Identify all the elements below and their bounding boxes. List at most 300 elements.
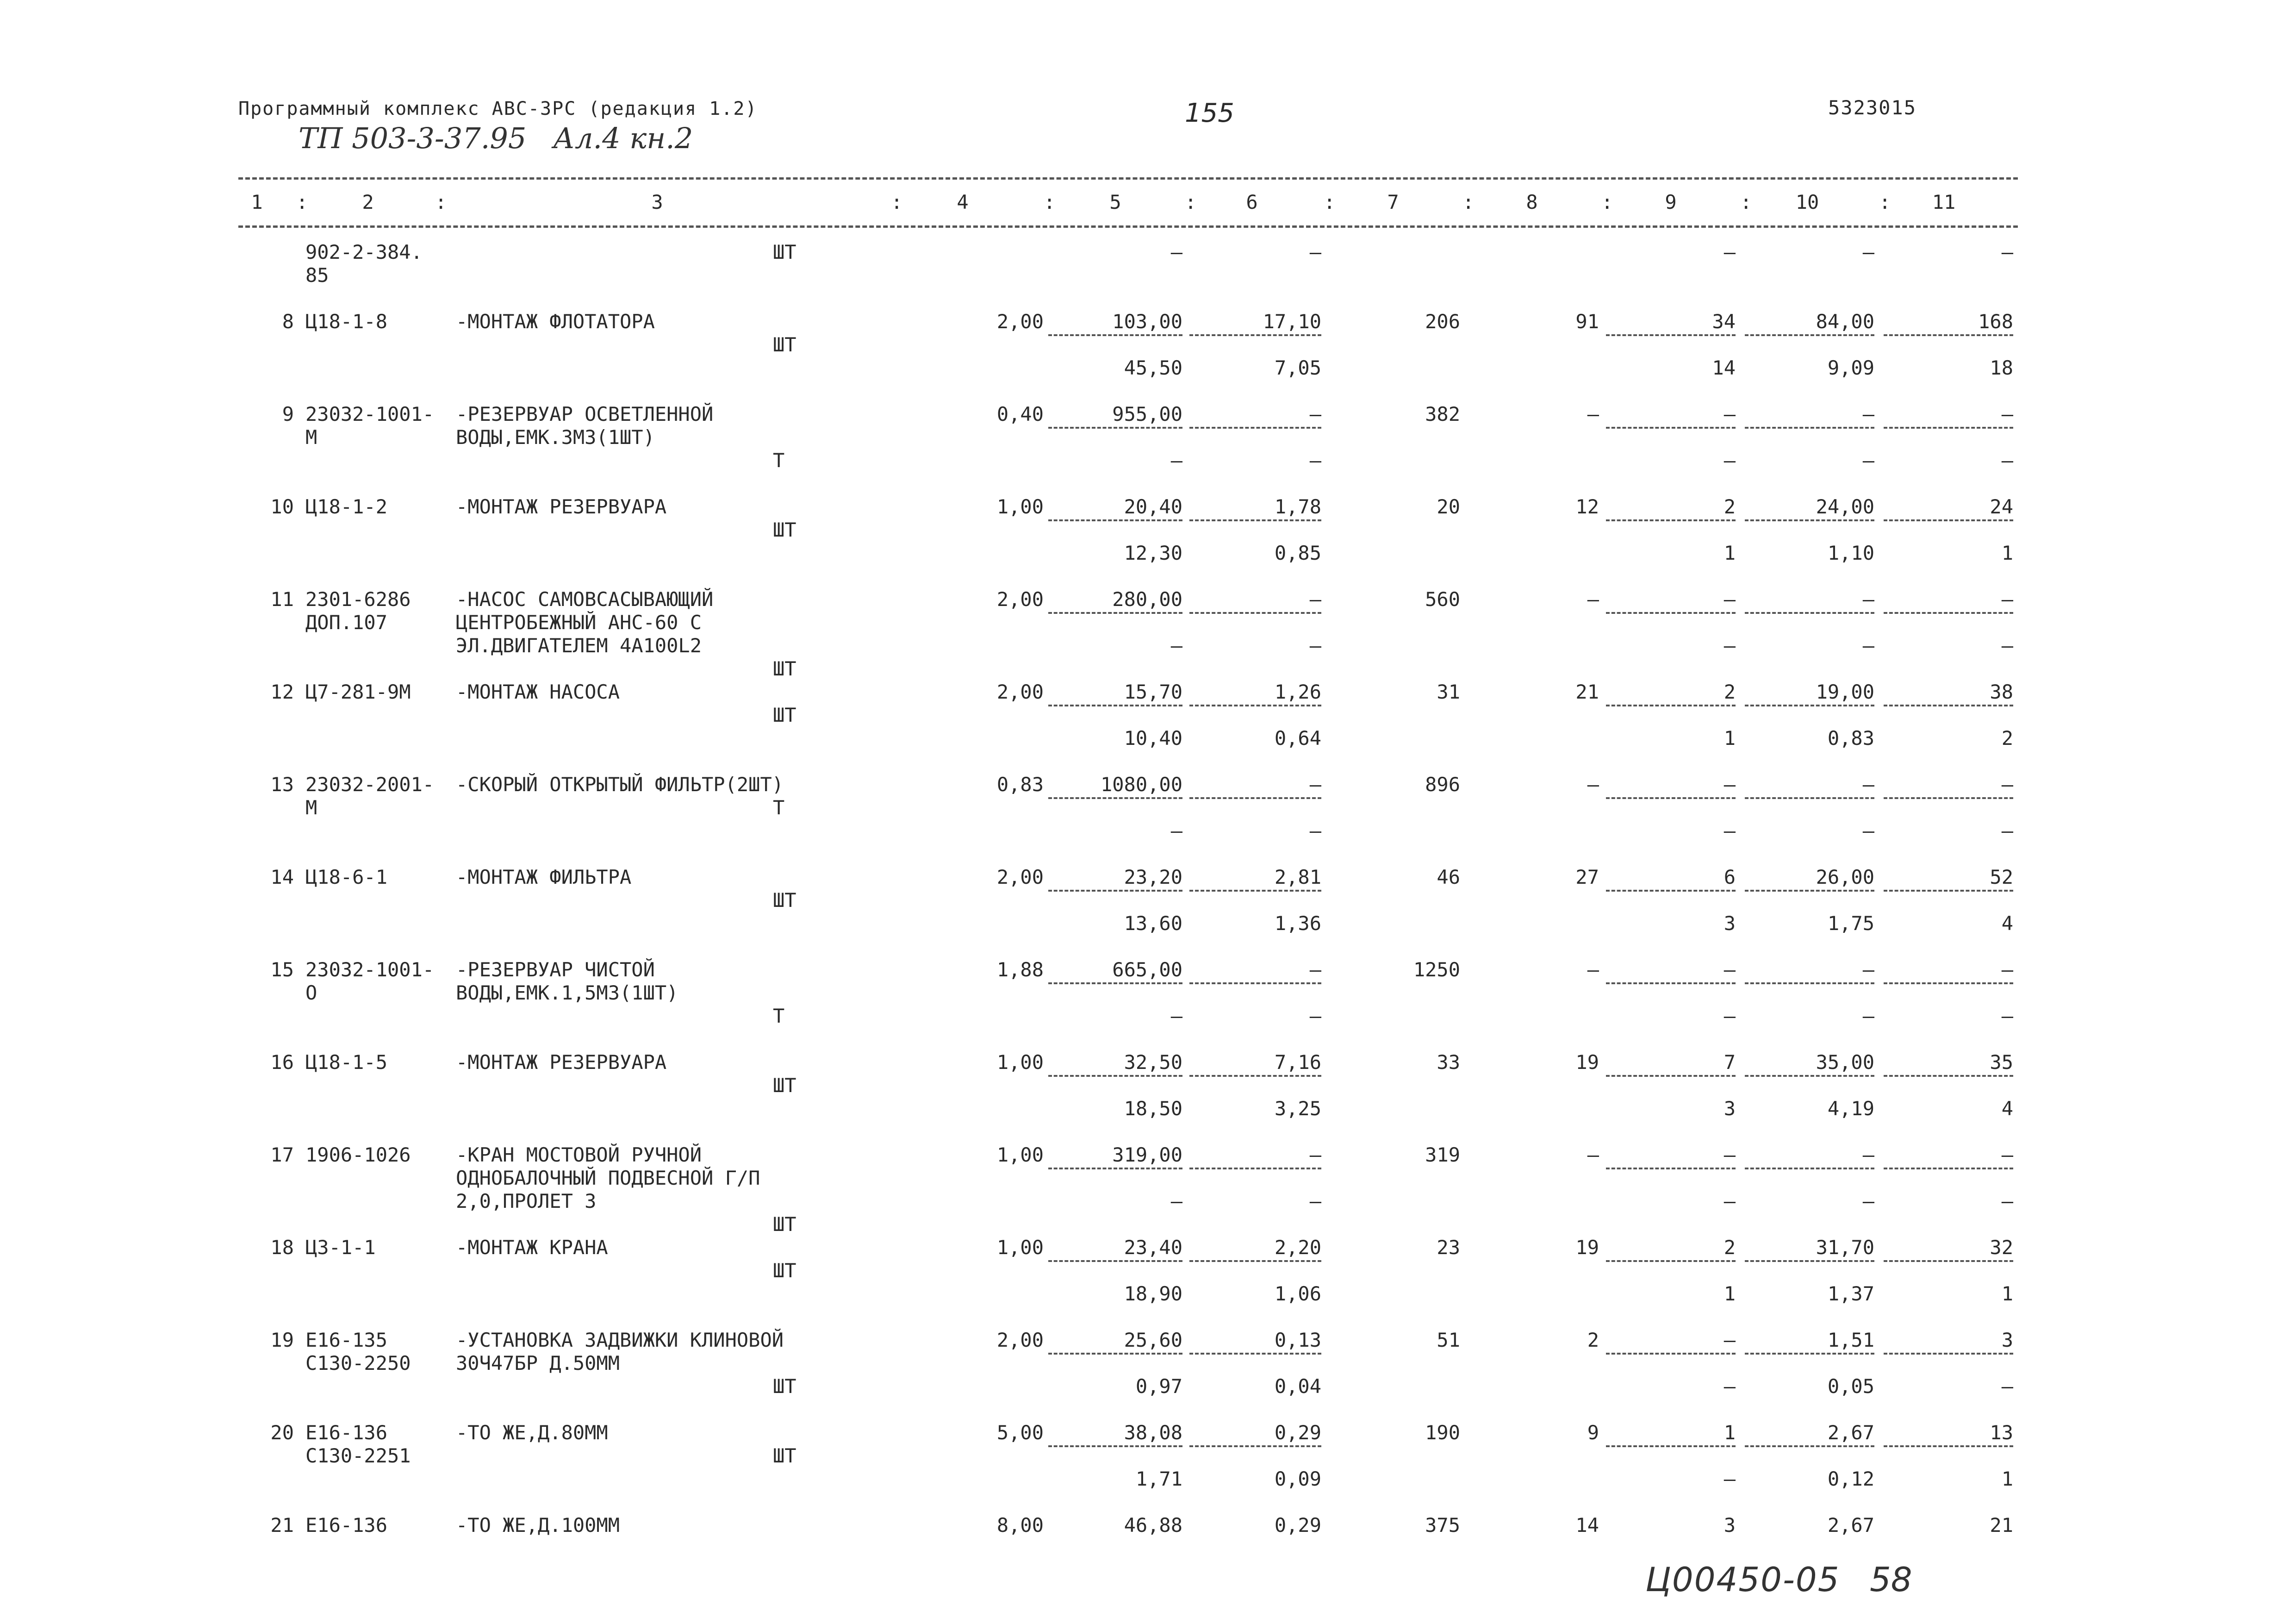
value-c10: 35,00 (1816, 1051, 1874, 1074)
labor-value-l10: – (1862, 1190, 1874, 1212)
fraction-line (1884, 982, 2013, 984)
value-c5: 280,00 (1112, 588, 1182, 611)
labor-value-l6: 0,64 (1274, 727, 1321, 750)
value-c9: – (1724, 403, 1736, 425)
item-description: ЦЕНТРОБЕЖНЫЙ АНС-60 С (456, 611, 702, 634)
value-c10: – (1862, 403, 1874, 425)
unit-of-measure: ШТ (773, 333, 796, 356)
labor-value-l10: – (1862, 819, 1874, 842)
value-c5: 23,40 (1124, 1236, 1182, 1259)
labor-value-l5: 10,40 (1124, 727, 1182, 750)
value-c9: 3 (1724, 1514, 1736, 1537)
value-c11: – (2001, 1143, 2013, 1166)
labor-value-l6: 0,85 (1274, 542, 1321, 564)
labor-value-l11: – (2001, 634, 2013, 657)
value-c6: 0,29 (1274, 1421, 1321, 1444)
labor-value-l9: – (1724, 819, 1736, 842)
value-c8: – (1587, 1143, 1599, 1166)
labor-value-l5: 1,71 (1135, 1468, 1182, 1490)
column-separator: : (1324, 191, 1336, 213)
labor-value-l11: 1 (2001, 1468, 2013, 1490)
unit-of-measure: ШТ (773, 889, 796, 912)
value-qty: 0,83 (996, 773, 1044, 796)
value-qty: 1,00 (996, 1051, 1044, 1074)
price-code: Ц18-1-2 (305, 495, 388, 518)
fraction-line (1606, 427, 1736, 429)
value-c7: 46 (1437, 866, 1460, 888)
item-description: 30Ч47БР Д.50ММ (456, 1352, 620, 1374)
labor-value-l5: – (1170, 1190, 1182, 1212)
labor-value-l11: 4 (2001, 1097, 2013, 1120)
value-c6: 1,26 (1274, 681, 1321, 703)
price-code: Ц7-281-9М (305, 681, 411, 703)
value-c6: 2,81 (1274, 866, 1321, 888)
unit-of-measure: ШТ (773, 704, 796, 726)
value-c6: – (1309, 1143, 1321, 1166)
item-description: -СКОРЫЙ ОТКРЫТЫЙ ФИЛЬТР(2ШТ) (456, 773, 784, 796)
value-qty: 2,00 (996, 866, 1044, 888)
value-c10: 2,67 (1827, 1514, 1874, 1537)
labor-value-l10: – (1862, 1005, 1874, 1027)
labor-value-l10: – (1862, 449, 1874, 472)
program-title: Программный комплекс АВС-3РС (редакция 1.2) (238, 98, 758, 119)
labor-value-l9: 1 (1724, 542, 1736, 564)
labor-value-l10: 1,75 (1827, 912, 1874, 935)
column-header-4: 4 (957, 191, 969, 213)
fraction-line (1884, 612, 2013, 614)
labor-value-l9: – (1724, 1375, 1736, 1398)
labor-value-l9: 14 (1712, 356, 1736, 379)
item-description: -МОНТАЖ РЕЗЕРВУАРА (456, 495, 667, 518)
fraction-line (1189, 1260, 1321, 1262)
labor-value-l9: – (1724, 634, 1736, 657)
fraction-line (1884, 1168, 2013, 1169)
value-c5: 103,00 (1112, 310, 1182, 333)
unit-of-measure: Т (773, 1005, 785, 1027)
fraction-line (1745, 1260, 1874, 1262)
value-c7: 31 (1437, 681, 1460, 703)
column-separator: : (891, 191, 903, 213)
fraction-line (1048, 1353, 1182, 1355)
page-number: 155 (1185, 98, 1234, 128)
fraction-line (1189, 427, 1321, 429)
fraction-line (1189, 705, 1321, 706)
labor-value-l5: 18,50 (1124, 1097, 1182, 1120)
value-c5: 23,20 (1124, 866, 1182, 888)
value-c10: 19,00 (1816, 681, 1874, 703)
price-code: М (305, 796, 317, 819)
value-c10: 1,51 (1827, 1329, 1874, 1351)
fraction-line (1745, 705, 1874, 706)
price-code: Е16-136 (305, 1421, 388, 1444)
value-qty: 1,00 (996, 1143, 1044, 1166)
value-c7: 382 (1425, 403, 1460, 425)
value-qty: 8,00 (996, 1514, 1044, 1537)
handwritten-project-ref: ТП 503-3-37.95 (299, 121, 527, 155)
fraction-line (1048, 1075, 1182, 1077)
fraction-line (1606, 890, 1736, 892)
value-c9: – (1724, 241, 1736, 263)
value-c7: 51 (1437, 1329, 1460, 1351)
value-c6: – (1309, 958, 1321, 981)
value-c5: 15,70 (1124, 681, 1182, 703)
fraction-line (1884, 1353, 2013, 1355)
value-c9: 7 (1724, 1051, 1736, 1074)
fraction-line (1606, 519, 1736, 521)
labor-value-l5: – (1170, 634, 1182, 657)
column-separator: : (1879, 191, 1891, 213)
labor-value-l6: 0,04 (1274, 1375, 1321, 1398)
header-rule-top (238, 177, 2018, 180)
labor-value-l10: 4,19 (1827, 1097, 1874, 1120)
fraction-line (1189, 1353, 1321, 1355)
fraction-line (1048, 890, 1182, 892)
value-c8: 14 (1575, 1514, 1599, 1537)
labor-value-l9: – (1724, 1468, 1736, 1490)
fraction-line (1048, 427, 1182, 429)
value-c6: – (1309, 773, 1321, 796)
column-header-8: 8 (1526, 191, 1538, 213)
price-code: 23032-2001- (305, 773, 435, 796)
column-header-10: 10 (1795, 191, 1819, 213)
unit-of-measure: ШТ (773, 518, 796, 541)
fraction-line (1048, 1445, 1182, 1447)
row-number: 21 (270, 1514, 294, 1537)
unit-of-measure: ШТ (773, 241, 796, 263)
fraction-line (1048, 1260, 1182, 1262)
fraction-line (1048, 705, 1182, 706)
price-code: Ц18-1-8 (305, 310, 388, 333)
value-c7: 375 (1425, 1514, 1460, 1537)
column-separator: : (1462, 191, 1475, 213)
fraction-line (1189, 982, 1321, 984)
value-c11: 168 (1978, 310, 2013, 333)
price-code: Ц18-6-1 (305, 866, 388, 888)
value-c7: 319 (1425, 1143, 1460, 1166)
value-c7: 1250 (1413, 958, 1460, 981)
labor-value-l9: 1 (1724, 1282, 1736, 1305)
value-qty: 2,00 (996, 310, 1044, 333)
value-c10: 84,00 (1816, 310, 1874, 333)
fraction-line (1884, 519, 2013, 521)
value-c10: – (1862, 1143, 1874, 1166)
price-code: 902-2-384. (305, 241, 423, 263)
value-c9: – (1724, 588, 1736, 611)
labor-value-l5: 0,97 (1135, 1375, 1182, 1398)
value-c9: 2 (1724, 681, 1736, 703)
labor-value-l5: – (1170, 819, 1182, 842)
value-c9: 6 (1724, 866, 1736, 888)
value-c11: 52 (1990, 866, 2013, 888)
labor-value-l9: – (1724, 1190, 1736, 1212)
value-qty: 5,00 (996, 1421, 1044, 1444)
value-c8: 2 (1587, 1329, 1599, 1351)
item-description: -МОНТАЖ РЕЗЕРВУАРА (456, 1051, 667, 1074)
value-c6: 0,29 (1274, 1514, 1321, 1537)
labor-value-l10: 0,83 (1827, 727, 1874, 750)
labor-value-l6: 1,36 (1274, 912, 1321, 935)
item-description: ОДНОБАЛОЧНЫЙ ПОДВЕСНОЙ Г/П (456, 1167, 760, 1189)
labor-value-l11: 18 (1990, 356, 2013, 379)
unit-of-measure: ШТ (773, 1444, 796, 1467)
labor-value-l11: – (2001, 819, 2013, 842)
row-number: 18 (270, 1236, 294, 1259)
fraction-line (1745, 1075, 1874, 1077)
value-c8: 19 (1575, 1051, 1599, 1074)
value-c7: 560 (1425, 588, 1460, 611)
price-code: Е16-135 (305, 1329, 388, 1351)
value-c5: 46,88 (1124, 1514, 1182, 1537)
row-number: 11 (270, 588, 294, 611)
price-code: 23032-1001- (305, 403, 435, 425)
item-description: -КРАН МОСТОВОЙ РУЧНОЙ (456, 1143, 702, 1166)
value-c11: 13 (1990, 1421, 2013, 1444)
labor-value-l6: – (1309, 1190, 1321, 1212)
labor-value-l9: – (1724, 449, 1736, 472)
fraction-line (1884, 705, 2013, 706)
value-c11: 38 (1990, 681, 2013, 703)
labor-value-l5: 18,90 (1124, 1282, 1182, 1305)
value-c10: – (1862, 588, 1874, 611)
inventory-stamp: Ц00450-05 (1645, 1560, 1840, 1599)
labor-value-l11: 4 (2001, 912, 2013, 935)
item-description: -ТО ЖЕ,Д.80ММ (456, 1421, 608, 1444)
price-code: С130-2251 (305, 1444, 411, 1467)
row-number: 16 (270, 1051, 294, 1074)
fraction-line (1745, 1353, 1874, 1355)
fraction-line (1606, 1353, 1736, 1355)
value-c5: – (1170, 241, 1182, 263)
labor-value-l6: 7,05 (1274, 356, 1321, 379)
labor-value-l11: 1 (2001, 1282, 2013, 1305)
value-qty: 2,00 (996, 1329, 1044, 1351)
item-description: 2,0,ПРОЛЕТ 3 (456, 1190, 597, 1212)
labor-value-l10: 0,05 (1827, 1375, 1874, 1398)
fraction-line (1606, 334, 1736, 336)
value-c11: 21 (1990, 1514, 2013, 1537)
fraction-line (1048, 1168, 1182, 1169)
fraction-line (1745, 890, 1874, 892)
unit-of-measure: Т (773, 449, 785, 472)
value-c8: 19 (1575, 1236, 1599, 1259)
fraction-line (1189, 1168, 1321, 1169)
value-c9: 1 (1724, 1421, 1736, 1444)
fraction-line (1884, 1260, 2013, 1262)
labor-value-l11: 1 (2001, 542, 2013, 564)
item-description: -МОНТАЖ КРАНА (456, 1236, 608, 1259)
value-c5: 1080,00 (1100, 773, 1182, 796)
value-c10: 26,00 (1816, 866, 1874, 888)
value-c10: 31,70 (1816, 1236, 1874, 1259)
row-number: 20 (270, 1421, 294, 1444)
labor-value-l11: – (2001, 449, 2013, 472)
labor-value-l6: – (1309, 634, 1321, 657)
value-qty: 2,00 (996, 681, 1044, 703)
value-c9: – (1724, 1329, 1736, 1351)
labor-value-l9: 3 (1724, 1097, 1736, 1120)
value-c11: – (2001, 403, 2013, 425)
fraction-line (1745, 1168, 1874, 1169)
column-header-11: 11 (1932, 191, 1956, 213)
column-header-7: 7 (1387, 191, 1399, 213)
value-c7: 206 (1425, 310, 1460, 333)
column-header-2: 2 (362, 191, 374, 213)
value-c9: 34 (1712, 310, 1736, 333)
fraction-line (1745, 797, 1874, 799)
value-c8: – (1587, 588, 1599, 611)
value-qty: 0,40 (996, 403, 1044, 425)
sheet-number: 58 (1870, 1560, 1912, 1599)
labor-value-l5: 45,50 (1124, 356, 1182, 379)
value-c11: – (2001, 241, 2013, 263)
fraction-line (1606, 1168, 1736, 1169)
column-separator: : (1601, 191, 1613, 213)
fraction-line (1884, 334, 2013, 336)
column-separator: : (1044, 191, 1056, 213)
value-c6: – (1309, 241, 1321, 263)
price-code: Е16-136 (305, 1514, 388, 1537)
value-c5: 665,00 (1112, 958, 1182, 981)
fraction-line (1884, 427, 2013, 429)
row-number: 17 (270, 1143, 294, 1166)
fraction-line (1745, 982, 1874, 984)
item-description: ВОДЫ,ЕМК.1,5М3(1ШТ) (456, 981, 678, 1004)
value-c7: 190 (1425, 1421, 1460, 1444)
labor-value-l6: 0,09 (1274, 1468, 1321, 1490)
value-c6: 0,13 (1274, 1329, 1321, 1351)
fraction-line (1884, 1075, 2013, 1077)
labor-value-l10: 1,10 (1827, 542, 1874, 564)
fraction-line (1884, 797, 2013, 799)
labor-value-l10: 0,12 (1827, 1468, 1874, 1490)
labor-value-l6: – (1309, 449, 1321, 472)
value-c10: – (1862, 773, 1874, 796)
item-description: -МОНТАЖ ФИЛЬТРА (456, 866, 632, 888)
value-c5: 25,60 (1124, 1329, 1182, 1351)
value-c8: 27 (1575, 866, 1599, 888)
labor-value-l6: – (1309, 1005, 1321, 1027)
fraction-line (1606, 1445, 1736, 1447)
fraction-line (1606, 1260, 1736, 1262)
unit-of-measure: ШТ (773, 1259, 796, 1282)
document-id: 5323015 (1828, 96, 1917, 119)
labor-value-l11: – (2001, 1190, 2013, 1212)
value-c5: 955,00 (1112, 403, 1182, 425)
value-c6: 7,16 (1274, 1051, 1321, 1074)
row-number: 8 (282, 310, 294, 333)
price-code: 85 (305, 264, 329, 287)
column-header-3: 3 (651, 191, 663, 213)
labor-value-l11: – (2001, 1005, 2013, 1027)
fraction-line (1048, 982, 1182, 984)
price-code: 1906-1026 (305, 1143, 411, 1166)
fraction-line (1189, 1445, 1321, 1447)
fraction-line (1606, 1075, 1736, 1077)
value-c11: 3 (2001, 1329, 2013, 1351)
value-c7: 23 (1437, 1236, 1460, 1259)
value-c5: 20,40 (1124, 495, 1182, 518)
price-code: 2301-6286 (305, 588, 411, 611)
fraction-line (1884, 890, 2013, 892)
price-code: М (305, 426, 317, 449)
value-c5: 38,08 (1124, 1421, 1182, 1444)
fraction-line (1189, 612, 1321, 614)
fraction-line (1606, 612, 1736, 614)
fraction-line (1884, 1445, 2013, 1447)
labor-value-l10: 9,09 (1827, 356, 1874, 379)
row-number: 10 (270, 495, 294, 518)
fraction-line (1189, 890, 1321, 892)
labor-value-l9: 3 (1724, 912, 1736, 935)
value-c9: 2 (1724, 1236, 1736, 1259)
fraction-line (1745, 1445, 1874, 1447)
header-rule-bottom (238, 225, 2018, 228)
fraction-line (1745, 519, 1874, 521)
value-c9: 2 (1724, 495, 1736, 518)
labor-value-l11: – (2001, 1375, 2013, 1398)
labor-value-l6: – (1309, 819, 1321, 842)
item-description: -МОНТАЖ ФЛОТАТОРА (456, 310, 655, 333)
item-description: -РЕЗЕРВУАР ЧИСТОЙ (456, 958, 655, 981)
item-description: -РЕЗЕРВУАР ОСВЕТЛЕННОЙ (456, 403, 714, 425)
price-code: Ц3-1-1 (305, 1236, 376, 1259)
column-header-5: 5 (1109, 191, 1121, 213)
fraction-line (1048, 612, 1182, 614)
value-c11: 24 (1990, 495, 2013, 518)
price-code: С130-2250 (305, 1352, 411, 1374)
value-c10: 2,67 (1827, 1421, 1874, 1444)
fraction-line (1189, 1075, 1321, 1077)
fraction-line (1048, 519, 1182, 521)
value-qty: 1,00 (996, 1236, 1044, 1259)
labor-value-l10: 1,37 (1827, 1282, 1874, 1305)
value-c6: – (1309, 588, 1321, 611)
value-c7: 33 (1437, 1051, 1460, 1074)
row-number: 19 (270, 1329, 294, 1351)
column-header-9: 9 (1665, 191, 1677, 213)
value-c8: – (1587, 958, 1599, 981)
fraction-line (1745, 427, 1874, 429)
column-separator: : (435, 191, 447, 213)
fraction-line (1606, 982, 1736, 984)
fraction-line (1745, 334, 1874, 336)
value-c6: 1,78 (1274, 495, 1321, 518)
value-c5: 319,00 (1112, 1143, 1182, 1166)
value-c8: 9 (1587, 1421, 1599, 1444)
labor-value-l6: 3,25 (1274, 1097, 1321, 1120)
column-header-6: 6 (1246, 191, 1258, 213)
row-number: 14 (270, 866, 294, 888)
value-qty: 1,00 (996, 495, 1044, 518)
value-c6: 17,10 (1263, 310, 1321, 333)
value-c9: – (1724, 1143, 1736, 1166)
fraction-line (1189, 519, 1321, 521)
value-c8: 12 (1575, 495, 1599, 518)
value-c7: 20 (1437, 495, 1460, 518)
column-separator: : (1740, 191, 1752, 213)
handwritten-album-ref: Ал.4 кн.2 (553, 121, 693, 155)
value-c8: – (1587, 773, 1599, 796)
value-c11: 35 (1990, 1051, 2013, 1074)
column-header-1: 1 (251, 191, 263, 213)
column-separator: : (296, 191, 308, 213)
value-c7: 896 (1425, 773, 1460, 796)
item-description: -НАСОС САМОВСАСЫВАЮЩИЙ (456, 588, 714, 611)
price-code: 23032-1001- (305, 958, 435, 981)
labor-value-l5: – (1170, 449, 1182, 472)
value-c11: – (2001, 958, 2013, 981)
labor-value-l6: 1,06 (1274, 1282, 1321, 1305)
